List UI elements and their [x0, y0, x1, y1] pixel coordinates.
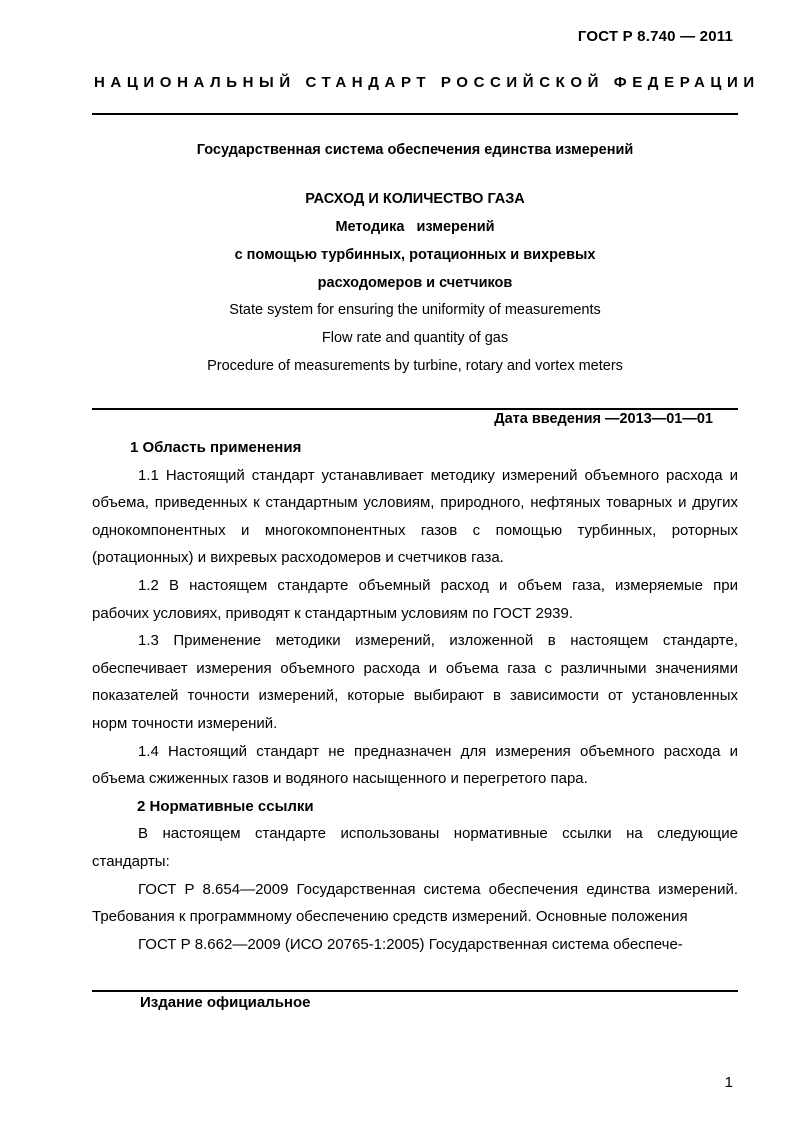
system-title-ru: Государственная система обеспечения единства измерений: [196, 142, 634, 158]
document-body: [92, 434, 738, 958]
page-number: 1: [724, 1074, 733, 1091]
document-title-ru: РАСХОД И КОЛИЧЕСТВО ГАЗА: [305, 191, 525, 207]
official-edition-label: Издание официальное: [140, 994, 311, 1011]
title-divider: [92, 408, 738, 410]
method-title-ru: Методика измерений: [335, 219, 495, 235]
method-title-ru-line2: с помощью турбинных, ротационных и вихревых: [234, 247, 596, 263]
method-title-ru-line3: расходомеров и счетчиков: [317, 275, 513, 291]
footer-divider: [92, 990, 738, 992]
national-standard-title: НАЦИОНАЛЬНЫЙ СТАНДАРТ РОССИЙСКОЙ ФЕДЕРАЦИИ: [94, 74, 760, 91]
system-title-en: State system for ensuring the uniformity of measurements: [229, 302, 601, 318]
introduction-date: Дата введения —2013—01—01: [494, 411, 713, 427]
paragraph-1-3: 1.3 Применение методики измерений, изложенной в настоящем стандарте, обеспечивает измерения объемного расхода и объема газа с различными значениями показателей точности измерений, которые выбирают в зависимости от установленных норм точности измерений.: [92, 632, 738, 732]
document-title-en: Flow rate and quantity of gas: [321, 330, 509, 346]
paragraph-2-intro: В настоящем стандарте использованы нормативные ссылки на следующие стандарты:: [92, 825, 738, 870]
method-title-en: Procedure of measurements by turbine, rotary and vortex meters: [207, 358, 623, 374]
paragraph-1-4: 1.4 Настоящий стандарт не предназначен для измерения объемного расхода и объема сжиженных газов и водяного насыщенного и перегретого пара.: [92, 742, 738, 788]
section-2-heading: 2 Нормативные ссылки: [137, 797, 314, 815]
standard-code: ГОСТ Р 8.740 — 2011: [577, 28, 733, 45]
section-1-heading: 1 Область применения: [130, 439, 302, 456]
reference-2: ГОСТ Р 8.662—2009 (ИСО 20765-1:2005) Государственная система обеспече-: [138, 935, 683, 953]
header-divider: [92, 113, 738, 115]
reference-1: ГОСТ Р 8.654—2009 Государственная система обеспечения единства измерений. Требования к программному обеспечению средств измерений. Основные положения: [92, 880, 738, 926]
paragraph-1-1: 1.1 Настоящий стандарт устанавливает методику измерений объемного расхода и объема, приведенных к стандартным условиям, природного, нефтяных товарных и других однокомпонентных и многокомпонентных газов с помощью турбинных, роторных (ротационных) и вихревых расходомеров и счетчиков газа.: [92, 466, 738, 567]
paragraph-1-2: 1.2 В настоящем стандарте объемный расход и объем газа, измеряемые при рабочих условиях, приводят к стандартным условиям по ГОСТ 2939.: [92, 576, 738, 622]
